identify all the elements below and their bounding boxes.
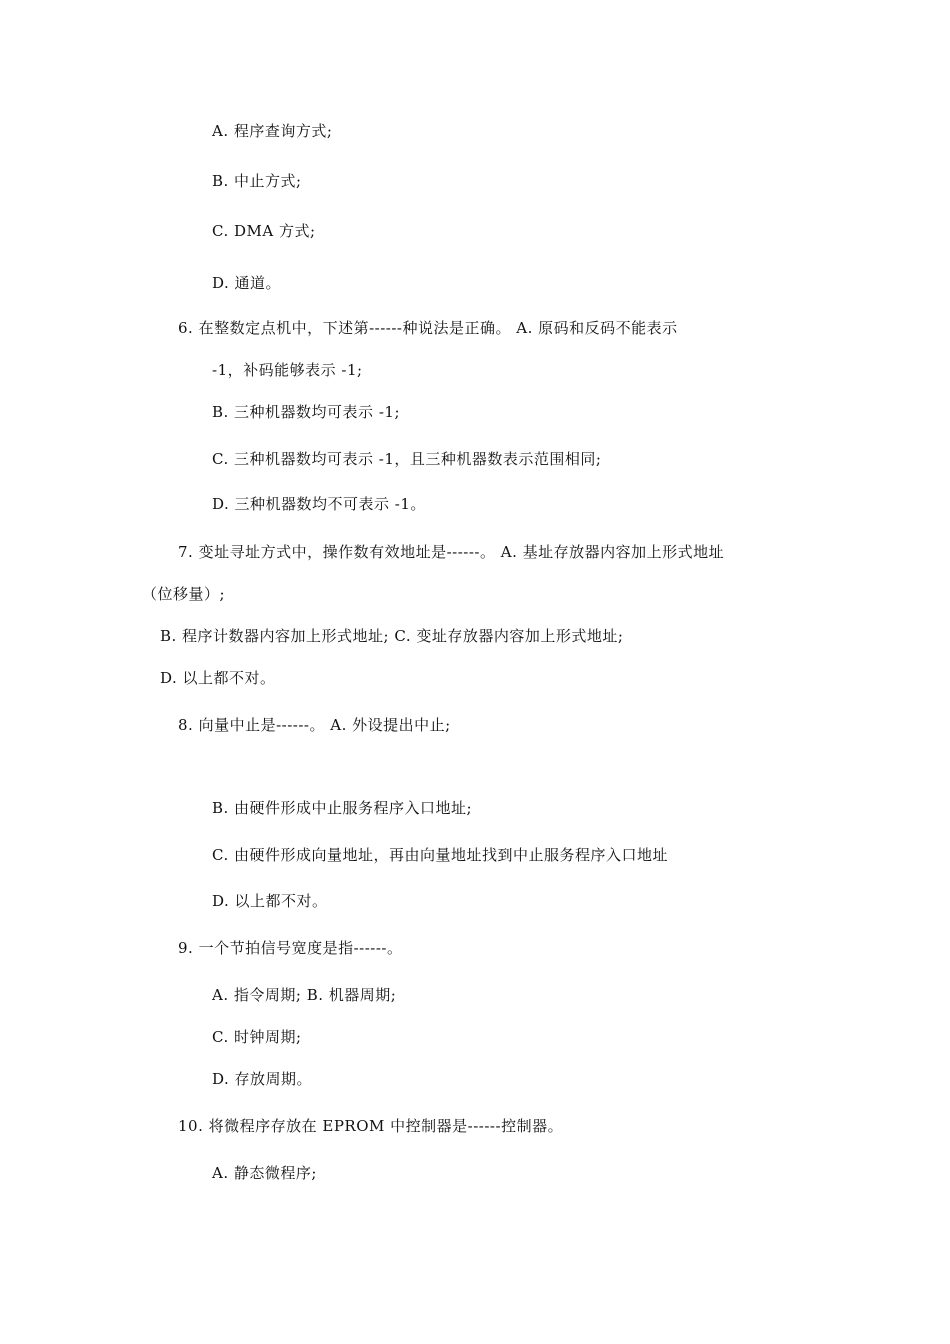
q5-option-d: D. 通道。 bbox=[212, 274, 282, 292]
q7-stem: 7. 变址寻址方式中，操作数有效地址是------。 A. 基址存放器内容加上形式地址 bbox=[178, 543, 725, 561]
q9-stem: 9. 一个节拍信号宽度是指------。 bbox=[178, 939, 403, 957]
q6-stem: 6. 在整数定点机中，下述第------种说法是正确。 A. 原码和反码不能表示 bbox=[178, 319, 678, 337]
q7-option-d: D. 以上都不对。 bbox=[160, 669, 276, 687]
q6-option-c: C. 三种机器数均可表示 -1，且三种机器数表示范围相同; bbox=[212, 450, 602, 468]
q6-option-d: D. 三种机器数均不可表示 -1。 bbox=[212, 495, 426, 513]
q6-stem-continued: -1，补码能够表示 -1; bbox=[212, 361, 363, 379]
q9-option-d: D. 存放周期。 bbox=[212, 1070, 313, 1088]
q10-stem: 10. 将微程序存放在 EPROM 中控制器是------控制器。 bbox=[178, 1117, 564, 1135]
q8-option-b: B. 由硬件形成中止服务程序入口地址; bbox=[212, 799, 473, 817]
q9-option-c: C. 时钟周期; bbox=[212, 1028, 302, 1046]
q7-stem-continued: （位移量）; bbox=[142, 585, 226, 603]
q5-option-c: C. DMA 方式; bbox=[212, 222, 316, 240]
q5-option-a: A. 程序查询方式; bbox=[212, 122, 333, 140]
q7-options-b-c: B. 程序计数器内容加上形式地址; C. 变址存放器内容加上形式地址; bbox=[160, 627, 624, 645]
q8-stem: 8. 向量中止是------。 A. 外设提出中止; bbox=[178, 716, 451, 734]
q6-option-b: B. 三种机器数均可表示 -1; bbox=[212, 403, 400, 421]
q10-option-a: A. 静态微程序; bbox=[212, 1164, 317, 1182]
q8-option-d: D. 以上都不对。 bbox=[212, 892, 328, 910]
q9-options-a-b: A. 指令周期; B. 机器周期; bbox=[212, 986, 397, 1004]
q8-option-c: C. 由硬件形成向量地址，再由向量地址找到中止服务程序入口地址 bbox=[212, 846, 668, 864]
q5-option-b: B. 中止方式; bbox=[212, 172, 302, 190]
